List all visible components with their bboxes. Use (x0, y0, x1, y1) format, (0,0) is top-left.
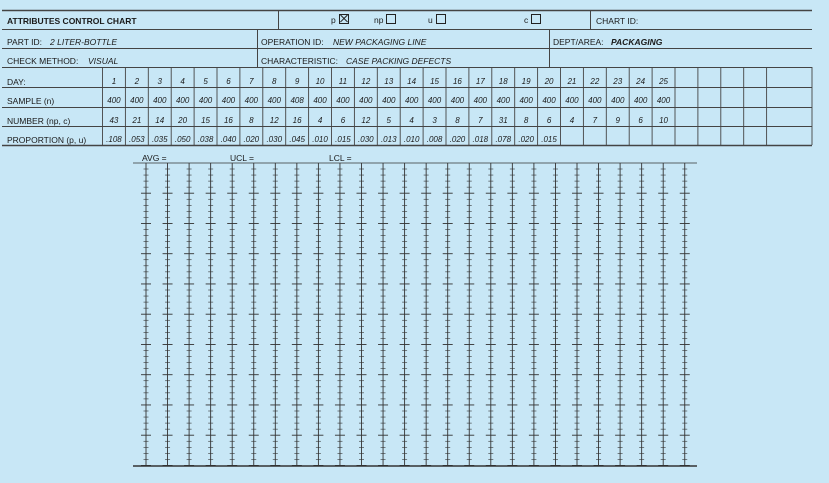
days-cell: 15 (430, 77, 439, 86)
number-cell: 8 (249, 116, 254, 125)
days-cell: 21 (567, 77, 577, 86)
number-cell: 10 (659, 116, 668, 125)
proportion-cell: .008 (426, 135, 443, 144)
number-cell: 16 (223, 116, 233, 125)
option-c-label: c (524, 15, 529, 25)
number-label: NUMBER (np, c) (7, 116, 71, 126)
sample-cell: 400 (244, 96, 259, 105)
number-cell: 31 (498, 116, 508, 125)
number-cell: 8 (523, 116, 529, 125)
number-cell: 5 (386, 116, 391, 125)
sample-cell: 400 (611, 96, 625, 105)
days-cell: 8 (272, 77, 277, 86)
sample-cell: 400 (565, 96, 579, 105)
sample-cell: 400 (588, 96, 602, 105)
days-cell: 1 (111, 77, 117, 86)
proportion-cell: .030 (266, 135, 283, 144)
number-cell: 6 (638, 116, 643, 125)
number-cell: 12 (269, 116, 279, 125)
check-method-label: CHECK METHOD: (7, 56, 79, 66)
number-cell: 7 (478, 116, 483, 125)
proportion-cell: .013 (380, 135, 397, 144)
proportion-cell: .020 (243, 135, 260, 144)
proportion-cell: .010 (403, 135, 420, 144)
sample-cell: 400 (382, 96, 396, 105)
proportion-cell: .050 (174, 135, 191, 144)
days-cell: 4 (180, 77, 185, 86)
sample-cell: 400 (198, 96, 213, 105)
days-cell: 24 (636, 77, 646, 86)
days-cell: 2 (134, 77, 140, 86)
dept-label: DEPT/AREA: (553, 37, 604, 47)
days-cell: 14 (407, 77, 417, 86)
check-method-value: VISUAL (88, 56, 119, 66)
characteristic-value: CASE PACKING DEFECTS (346, 56, 452, 66)
option-np-label: np (374, 15, 384, 25)
days-cell: 3 (157, 77, 162, 86)
dept-value: PACKAGING (611, 37, 663, 47)
sample-cell: 400 (542, 96, 556, 105)
sample-cell: 400 (267, 96, 281, 105)
number-cell: 43 (109, 116, 119, 125)
operation-id-value: NEW PACKAGING LINE (333, 37, 427, 47)
number-cell: 4 (317, 116, 323, 125)
days-cell: 12 (361, 77, 371, 86)
proportion-cell: .035 (151, 135, 168, 144)
proportion-label: PROPORTION (p, u) (7, 135, 87, 145)
days-cell: 20 (544, 77, 554, 86)
days-cell: 9 (294, 77, 300, 86)
number-cell: 8 (455, 116, 460, 125)
form-title: ATTRIBUTES CONTROL CHART (7, 16, 137, 26)
sample-cell: 400 (656, 96, 671, 105)
sample-cell: 400 (404, 96, 419, 105)
proportion-cell: .030 (358, 135, 374, 144)
sample-cell: 400 (153, 96, 167, 105)
number-cell: 16 (292, 116, 302, 125)
option-u-label: u (428, 15, 433, 25)
proportion-cell: .015 (541, 135, 557, 144)
days-cell: 23 (613, 77, 623, 86)
proportion-cell: .015 (335, 135, 351, 144)
days-cell: 17 (475, 77, 485, 86)
part-id-label: PART ID: (7, 37, 42, 47)
sample-cell: 400 (221, 96, 236, 105)
sample-cell: 400 (359, 96, 373, 105)
days-cell: 6 (226, 77, 231, 86)
day-label: DAY: (7, 77, 26, 87)
proportion-cell: .053 (129, 135, 145, 144)
days-cell: 5 (203, 77, 208, 86)
plot-grid (133, 163, 697, 466)
sample-cell: 400 (519, 96, 533, 105)
sample-label: SAMPLE (n) (7, 96, 55, 106)
sample-cell: 400 (336, 96, 350, 105)
number-cell: 7 (592, 116, 598, 125)
sample-cell: 408 (290, 96, 304, 105)
sample-cell: 400 (633, 96, 648, 105)
number-cell: 21 (132, 116, 142, 125)
proportion-cell: .040 (220, 135, 237, 144)
lcl-label: LCL = (329, 153, 352, 163)
sample-cell: 400 (496, 96, 510, 105)
sample-cell: 400 (450, 96, 465, 105)
option-p-label: p (331, 15, 336, 25)
proportion-cell: .020 (518, 135, 534, 144)
proportion-cell: .038 (197, 135, 214, 144)
number-cell: 6 (546, 116, 552, 125)
proportion-cell: .078 (495, 135, 512, 144)
number-cell: 14 (155, 116, 165, 125)
number-cell: 15 (201, 116, 210, 125)
proportion-cell: .108 (106, 135, 122, 144)
days-cell: 16 (452, 77, 462, 86)
number-cell: 3 (432, 116, 437, 125)
proportion-cell: .045 (289, 135, 305, 144)
ucl-label: UCL = (230, 153, 255, 163)
days-cell: 25 (659, 77, 668, 86)
sample-cell: 400 (313, 96, 327, 105)
number-cell: 4 (409, 116, 414, 125)
days-cell: 11 (338, 77, 348, 86)
number-cell: 20 (178, 116, 188, 125)
avg-label: AVG = (142, 153, 167, 163)
proportion-cell: .018 (472, 135, 489, 144)
days-cell: 22 (590, 77, 600, 86)
days-cell: 13 (384, 77, 394, 86)
sample-cell: 400 (427, 96, 442, 105)
days-cell: 10 (315, 77, 325, 86)
characteristic-label: CHARACTERISTIC: (261, 56, 338, 66)
number-cell: 4 (569, 116, 575, 125)
chart-id-label: CHART ID: (596, 16, 639, 26)
operation-id-label: OPERATION ID: (261, 37, 324, 47)
part-id-value: 2 LITER-BOTTLE (50, 37, 118, 47)
days-cell: 18 (498, 77, 508, 86)
number-cell: 12 (361, 116, 371, 125)
sample-cell: 400 (473, 96, 488, 105)
sample-cell: 400 (175, 96, 190, 105)
proportion-cell: .020 (449, 135, 466, 144)
proportion-cell: .010 (312, 135, 328, 144)
sample-cell: 400 (130, 96, 144, 105)
sample-cell: 400 (107, 96, 121, 105)
number-cell: 9 (615, 116, 620, 125)
number-cell: 6 (340, 116, 346, 125)
days-cell: 7 (249, 77, 254, 86)
days-cell: 19 (521, 77, 531, 86)
